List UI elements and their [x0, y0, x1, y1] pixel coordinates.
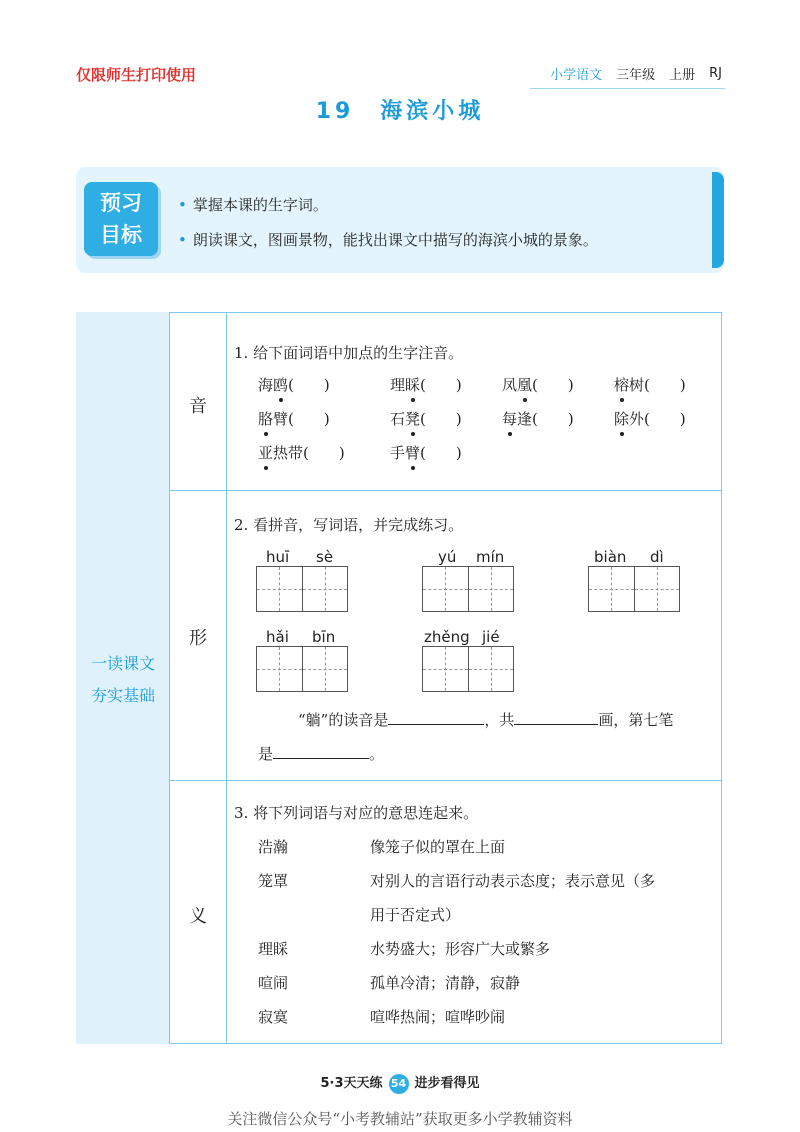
section-label-yin: 音	[189, 396, 207, 417]
pinyin-syllable: jié	[482, 628, 500, 646]
match-word[interactable]: 喧闹	[258, 974, 289, 992]
footer-brand: 5·3天天练	[320, 1076, 383, 1091]
answer-blank[interactable]	[273, 742, 369, 759]
match-meaning[interactable]: 水势盛大；形容广大或繁多	[370, 940, 551, 958]
lesson-title: 19 海滨小城	[315, 99, 485, 124]
label-column-divider	[226, 312, 227, 1044]
match-meaning[interactable]: 喧哗热闹；喧哗吵闹	[370, 1008, 506, 1026]
question-1: 1. 给下面词语中加点的生字注音。	[234, 344, 464, 362]
edition-label: RJ	[709, 66, 722, 81]
match-meaning[interactable]: 像笼子似的罩在上面	[370, 838, 506, 856]
row-divider-2	[170, 780, 722, 781]
word-item: 每逢( )	[502, 410, 574, 428]
word-item: 除外( )	[614, 410, 686, 428]
match-word[interactable]: 理睬	[258, 940, 289, 958]
writing-grid[interactable]	[422, 566, 514, 612]
print-restriction-note: 仅限师生打印使用	[76, 66, 197, 84]
grade-label: 三年级	[616, 68, 656, 83]
writing-grid[interactable]	[588, 566, 680, 612]
bottom-note: 关注微信公众号“小考教辅站”获取更多小学教辅资料	[227, 1110, 573, 1128]
page-number: 54	[389, 1074, 409, 1094]
word-item: 榕树( )	[614, 376, 686, 394]
match-meaning[interactable]: 对别人的言语行动表示态度；表示意见（多	[370, 872, 656, 890]
answer-blank[interactable]	[514, 708, 598, 725]
subject-label: 小学语文	[550, 68, 603, 83]
match-word[interactable]: 笼罩	[258, 872, 289, 890]
word-item: 手臂( )	[390, 444, 462, 462]
word-item: 海鸥( )	[258, 376, 330, 394]
pinyin-syllable: huī	[266, 548, 290, 566]
word-item: 凤凰( )	[502, 376, 574, 394]
goals-panel-edge	[712, 172, 724, 268]
header-divider	[530, 88, 725, 89]
volume-label: 上册	[669, 68, 696, 83]
writing-grid[interactable]	[256, 566, 348, 612]
answer-blank[interactable]	[388, 708, 484, 725]
writing-grid[interactable]	[422, 646, 514, 692]
fill-in-line-1: “躺”的读音是 ，共 画，第七笔	[298, 708, 673, 730]
pinyin-syllable: sè	[316, 548, 334, 566]
writing-grid[interactable]	[256, 646, 348, 692]
question-2: 2. 看拼音，写词语，并完成练习。	[234, 516, 464, 534]
pinyin-syllable: hǎi	[266, 628, 289, 646]
preview-goals-panel	[76, 167, 724, 273]
match-word[interactable]: 浩瀚	[258, 838, 289, 856]
side-label: 一读课文 夯实基础	[90, 654, 155, 705]
pinyin-syllable: yú	[438, 548, 457, 566]
footer-slogan: 进步看得见	[414, 1076, 480, 1091]
match-meaning[interactable]: 孤单冷清；清静，寂静	[370, 974, 521, 992]
preview-goals-badge	[84, 182, 158, 256]
section-label-yi: 义	[189, 906, 207, 927]
match-meaning-continued: 用于否定式）	[370, 906, 461, 924]
goal-item-2: • 朗读课文，图画景物，能找出课文中描写的海滨小城的景象。	[178, 231, 598, 249]
word-item: 亚热带( )	[258, 444, 345, 462]
match-word[interactable]: 寂寞	[258, 1008, 289, 1026]
word-item: 理睬( )	[390, 376, 462, 394]
badge-line-2: 目标	[100, 223, 142, 247]
word-item: 胳臂( )	[258, 410, 330, 428]
fill-in-line-2: 是 。	[258, 742, 384, 764]
question-3: 3. 将下列词语与对应的意思连起来。	[234, 804, 479, 822]
pinyin-syllable: biàn	[594, 548, 627, 566]
pinyin-syllable: dì	[650, 548, 664, 566]
word-item: 石凳( )	[390, 410, 462, 428]
goal-item-1: • 掌握本课的生字词。	[178, 196, 328, 214]
page-footer	[0, 1072, 800, 1094]
section-label-xing: 形	[189, 628, 207, 649]
pinyin-syllable: zhěng	[424, 628, 470, 646]
row-divider-1	[170, 490, 722, 491]
pinyin-syllable: bīn	[312, 628, 336, 646]
book-info	[550, 64, 722, 83]
pinyin-syllable: mín	[476, 548, 505, 566]
badge-line-1: 预习	[100, 191, 142, 215]
